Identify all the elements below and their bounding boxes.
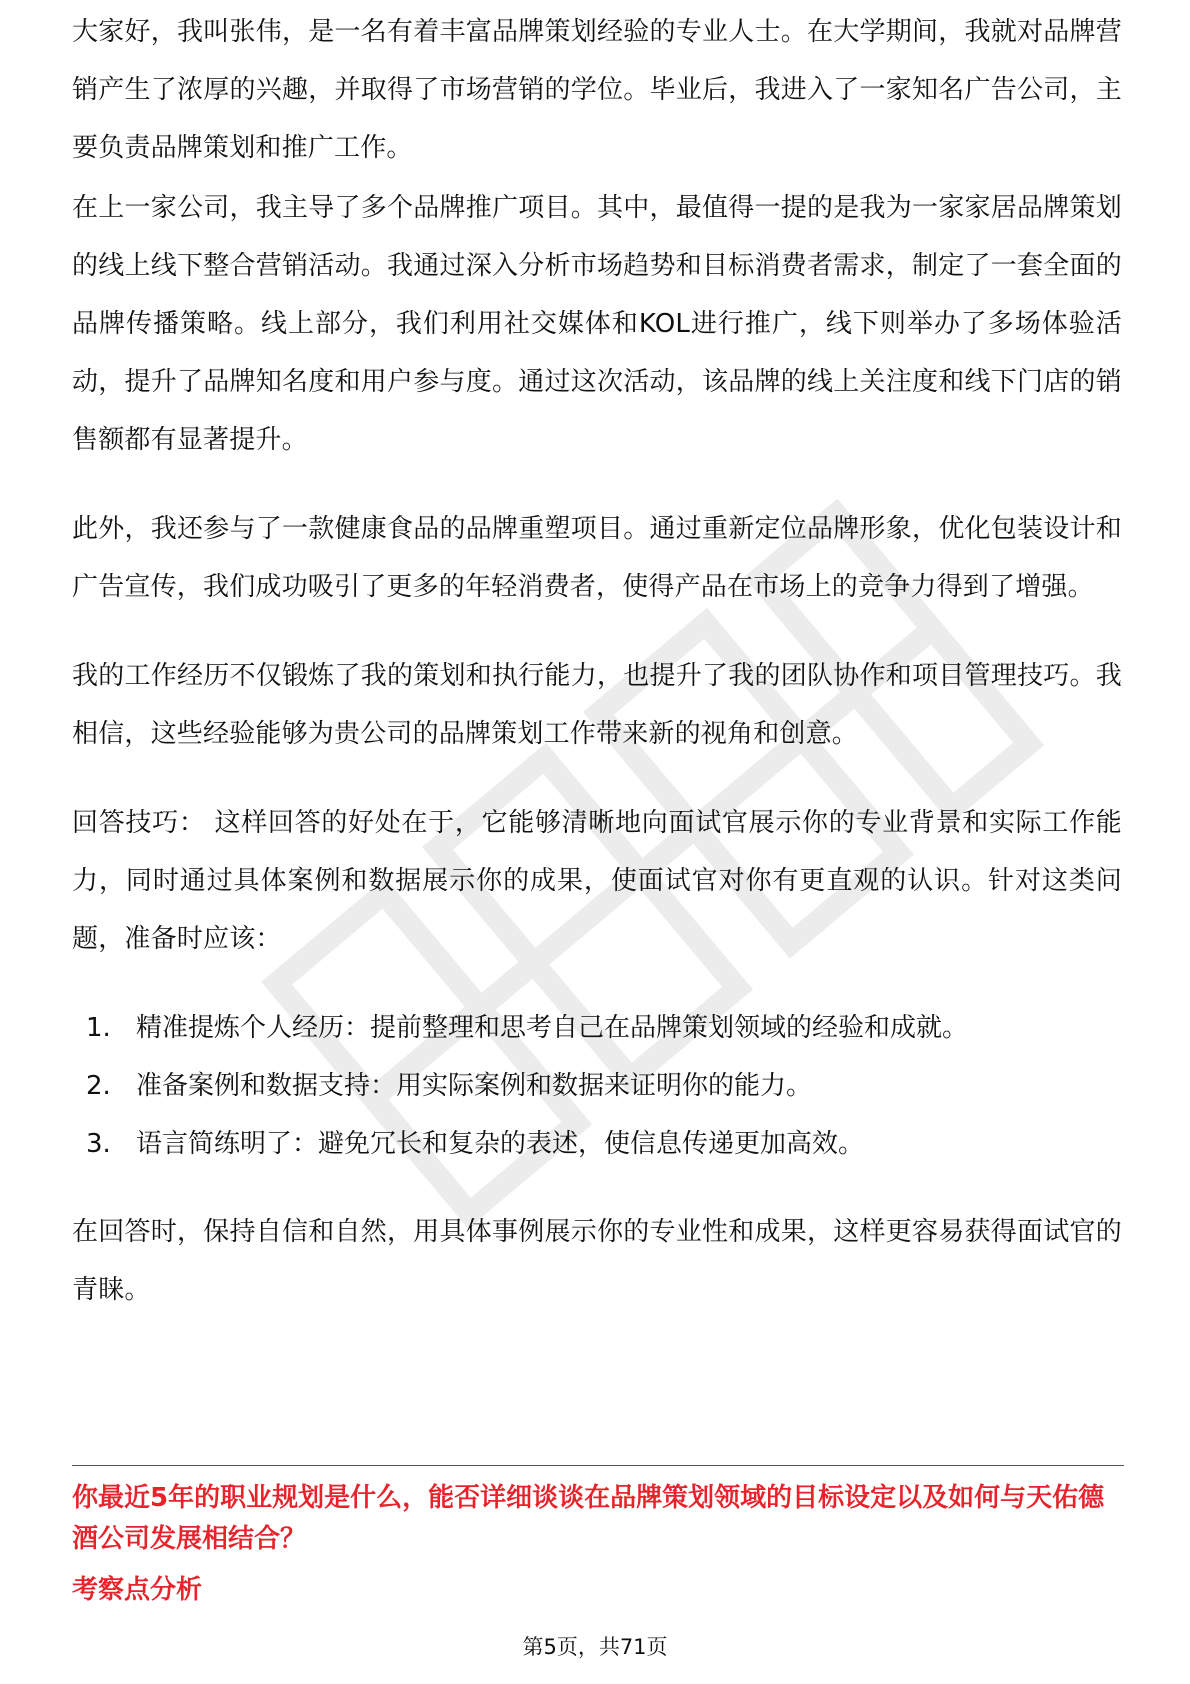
tips-list [72, 999, 1122, 1173]
list-item-number: 3. [86, 1129, 111, 1159]
experience-paragraph: 在上一家公司，我主导了多个品牌推广项目。其中，最值得一提的是我为一家家居品牌策划的线上线下整合营销活动。我通过深入分析市场趋势和目标消费者需求，制定了一套全面的品牌传播策略。线上部分，我们利用社交媒体和KOL进行推广，线下则举办了多场体验活动，提升了品牌知名度和用户参与度。通过这次活动，该品牌的线上关注度和线下门店的销售额都有显著提升。 [72, 193, 1122, 455]
list-item [72, 999, 1122, 1057]
list-item-text: 语言简练明了：避免冗长和复杂的表述，使信息传递更加高效。 [136, 1129, 865, 1159]
answer-tips-paragraph: 回答技巧： 这样回答的好处在于，它能够清晰地向面试官展示你的专业背景和实际工作能力，同时通过具体案例和数据展示你的成果，使面试官对你有更直观的认识。针对这类问题，准备时应该： [72, 808, 1123, 954]
analysis-heading: 考察点分析 [72, 1575, 203, 1605]
list-item-text: 精准提炼个人经历：提前整理和思考自己在品牌策划领域的经验和成就。 [136, 1013, 969, 1043]
closing-paragraph: 在回答时，保持自信和自然，用具体事例展示你的专业性和成果，这样更容易获得面试官的青睐。 [72, 1217, 1122, 1305]
list-item-number: 2. [86, 1071, 111, 1101]
list-item-text: 准备案例和数据支持：用实际案例和数据来证明你的能力。 [136, 1071, 813, 1101]
list-item-number: 1. [86, 1013, 111, 1043]
section-divider [72, 1465, 1124, 1466]
list-item [72, 1057, 1122, 1115]
rebrand-paragraph: 此外，我还参与了一款健康食品的品牌重塑项目。通过重新定位品牌形象，优化包装设计和广告宣传，我们成功吸引了更多的年轻消费者，使得产品在市场上的竞争力得到了增强。 [72, 514, 1122, 602]
interview-question: 你最近5年的职业规划是什么，能否详细谈谈在品牌策划领域的目标设定以及如何与天佑德酒公司发展相结合？ [72, 1483, 1105, 1554]
page-number: 第5页，共71页 [522, 1635, 668, 1659]
main-content [72, 17, 1123, 1350]
list-item [72, 1115, 1122, 1173]
intro-paragraph: 大家好，我叫张伟，是一名有着丰富品牌策划经验的专业人士。在大学期间，我就对品牌营销产生了浓厚的兴趣，并取得了市场营销的学位。毕业后，我进入了一家知名广告公司，主要负责品牌策划和推广工作。 [72, 17, 1122, 163]
skills-paragraph: 我的工作经历不仅锻炼了我的策划和执行能力，也提升了我的团队协作和项目管理技巧。我相信，这些经验能够为贵公司的品牌策划工作带来新的视角和创意。 [72, 661, 1122, 749]
